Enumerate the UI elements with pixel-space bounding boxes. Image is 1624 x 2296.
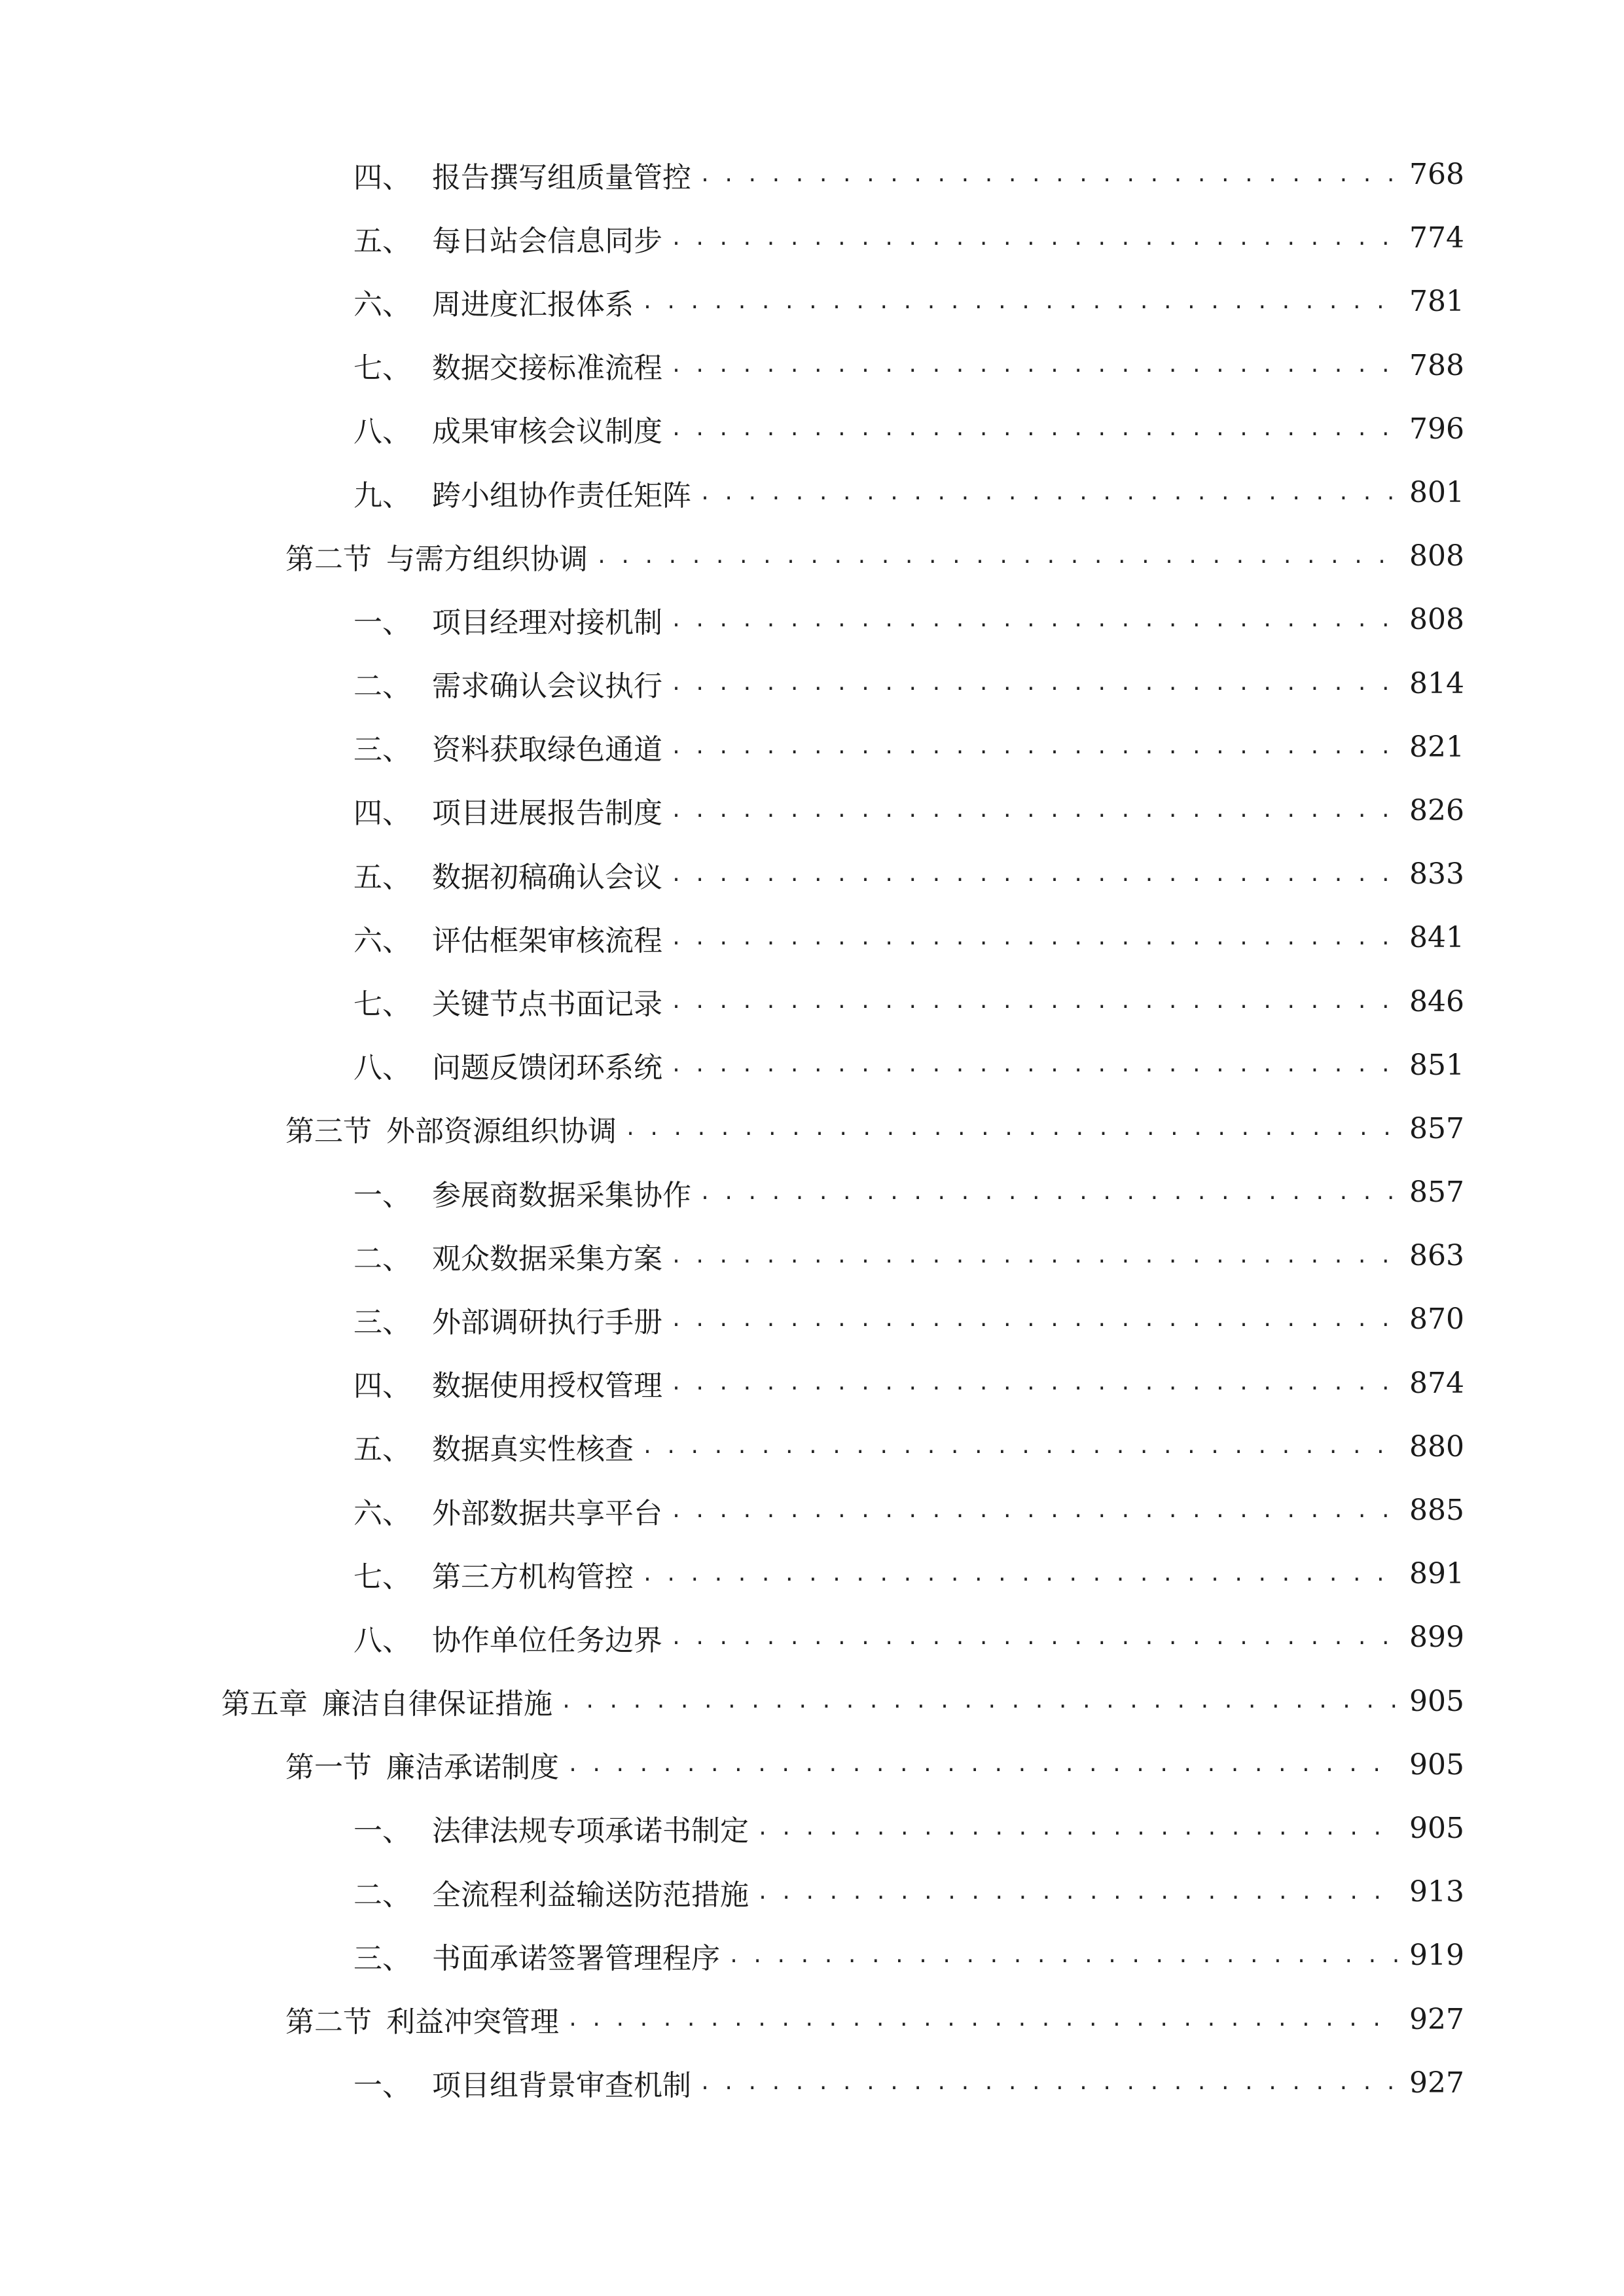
toc-entry[interactable] [0, 1097, 1624, 1160]
toc-entry-number: 七、 [353, 1560, 411, 1594]
toc-entry-page: 814 [1409, 666, 1464, 700]
toc-entry-number: 七、 [353, 988, 411, 1022]
toc-entry-number: 一、 [353, 605, 411, 639]
toc-entry-title: 问题反馈闭环系统 [432, 1051, 662, 1085]
toc-entry-page: 768 [1409, 158, 1464, 192]
toc-entry-title: 周进度汇报体系 [432, 287, 634, 321]
toc-entry[interactable] [0, 524, 1624, 588]
toc-entry-title: 数据交接标准流程 [432, 351, 662, 386]
dot-leader [670, 1050, 1399, 1079]
dot-leader [670, 796, 1399, 825]
toc-entry[interactable] [0, 334, 1624, 397]
toc-entry[interactable] [0, 397, 1624, 461]
dot-leader [670, 224, 1399, 253]
toc-entry-number: 三、 [353, 733, 411, 767]
toc-entry-page: 857 [1409, 1175, 1464, 1210]
dot-leader [670, 1305, 1399, 1334]
toc-entry-number: 一、 [353, 1178, 411, 1212]
dot-leader [670, 1369, 1399, 1397]
toc-entry-page: 874 [1409, 1366, 1464, 1400]
toc-entry-number: 五、 [353, 1433, 411, 1467]
toc-entry-page: 833 [1409, 857, 1464, 891]
toc-entry-page: 899 [1409, 1621, 1464, 1655]
toc-entry-page: 846 [1409, 984, 1464, 1018]
dot-leader [670, 669, 1399, 698]
dot-leader [670, 605, 1399, 634]
toc-entry-page: 905 [1409, 1684, 1464, 1718]
toc-entry[interactable] [0, 1415, 1624, 1479]
toc-entry-page: 913 [1409, 1875, 1464, 1909]
toc-entry[interactable] [0, 652, 1624, 715]
toc-entry[interactable] [0, 906, 1624, 969]
dot-leader [641, 1560, 1399, 1588]
toc-entry-page: 781 [1409, 285, 1464, 319]
toc-entry-number: 六、 [353, 287, 411, 321]
toc-entry[interactable] [0, 588, 1624, 651]
toc-entry-number: 三、 [353, 1941, 411, 1975]
toc-entry-title: 廉洁承诺制度 [386, 1751, 559, 1785]
toc-entry-title: 资料获取绿色通道 [432, 733, 662, 767]
toc-entry[interactable] [0, 2051, 1624, 2115]
toc-entry-title: 第三方机构管控 [432, 1560, 634, 1594]
toc-entry-page: 821 [1409, 730, 1464, 764]
toc-entry[interactable] [0, 842, 1624, 906]
toc-entry-page: 841 [1409, 921, 1464, 955]
toc-entry[interactable] [0, 270, 1624, 333]
toc-entry[interactable] [0, 969, 1624, 1033]
toc-entry[interactable] [0, 1352, 1624, 1415]
toc-entry-title: 数据初稿确认会议 [432, 860, 662, 894]
toc-entry-number: 一、 [353, 1814, 411, 1848]
toc-entry-page: 774 [1409, 221, 1464, 255]
toc-entry-title: 外部数据共享平台 [432, 1496, 662, 1530]
dot-leader [596, 542, 1399, 571]
toc-entry-title: 项目进展报告制度 [432, 797, 662, 831]
toc-entry-page: 919 [1409, 1939, 1464, 1973]
toc-entry-title: 数据真实性核查 [432, 1433, 634, 1467]
toc-entry[interactable] [0, 143, 1624, 206]
toc-entry-number: 第一节 [285, 1751, 372, 1785]
toc-entry-page: 851 [1409, 1048, 1464, 1082]
dot-leader [699, 2068, 1399, 2097]
toc-entry-number: 九、 [353, 478, 411, 512]
dot-leader [670, 351, 1399, 380]
toc-entry[interactable] [0, 1860, 1624, 1924]
toc-entry-title: 与需方组织协调 [386, 542, 588, 576]
toc-entry-page: 863 [1409, 1239, 1464, 1273]
toc-entry[interactable] [0, 715, 1624, 779]
toc-entry-title: 廉洁自律保证措施 [322, 1687, 552, 1721]
toc-entry[interactable] [0, 1924, 1624, 1987]
toc-entry-title: 协作单位任务边界 [432, 1623, 662, 1657]
toc-entry-page: 927 [1409, 2066, 1464, 2100]
toc-entry-number: 八、 [353, 1051, 411, 1085]
toc-entry-number: 三、 [353, 1305, 411, 1339]
toc-entry[interactable] [0, 779, 1624, 842]
dot-leader [624, 1114, 1399, 1143]
toc-entry[interactable] [0, 1033, 1624, 1097]
dot-leader [670, 1242, 1399, 1270]
toc-entry-title: 每日站会信息同步 [432, 224, 662, 258]
toc-entry-title: 利益冲突管理 [386, 2005, 559, 2039]
toc-entry-number: 七、 [353, 351, 411, 386]
toc-entry-number: 第五章 [221, 1687, 308, 1721]
toc-entry-title: 书面承诺签署管理程序 [432, 1941, 720, 1975]
toc-entry-title: 报告撰写组质量管控 [432, 160, 691, 194]
toc-entry-number: 四、 [353, 797, 411, 831]
toc-entry-number: 六、 [353, 924, 411, 958]
toc-entry-page: 885 [1409, 1494, 1464, 1528]
dot-leader [670, 1623, 1399, 1652]
dot-leader [670, 924, 1399, 952]
toc-entry-page: 788 [1409, 348, 1464, 382]
toc-entry-page: 808 [1409, 603, 1464, 637]
toc-entry-number: 八、 [353, 1623, 411, 1657]
toc-entry[interactable] [0, 1287, 1624, 1351]
toc-entry-page: 905 [1409, 1748, 1464, 1782]
toc-entry[interactable] [0, 461, 1624, 524]
toc-entry-page: 796 [1409, 412, 1464, 446]
toc-entry-number: 一、 [353, 2069, 411, 2103]
dot-leader [670, 1496, 1399, 1525]
dot-leader [670, 987, 1399, 1016]
toc-entry-title: 关键节点书面记录 [432, 988, 662, 1022]
toc-entry-number: 第二节 [285, 2005, 372, 2039]
toc-entry[interactable] [0, 1224, 1624, 1287]
dot-leader [699, 1178, 1399, 1207]
toc-entry-number: 五、 [353, 224, 411, 258]
dot-leader [699, 160, 1399, 189]
toc-entry-page: 826 [1409, 793, 1464, 827]
toc-entry-number: 八、 [353, 415, 411, 449]
toc-entry-title: 跨小组协作责任矩阵 [432, 478, 691, 512]
dot-leader [757, 1814, 1399, 1842]
toc-entry[interactable] [0, 1797, 1624, 1860]
toc-entry-title: 法律法规专项承诺书制定 [432, 1814, 749, 1848]
toc-entry[interactable] [0, 1987, 1624, 2051]
table-of-contents [0, 143, 1624, 2115]
dot-leader [670, 732, 1399, 761]
toc-entry-page: 905 [1409, 1811, 1464, 1845]
dot-leader [728, 1941, 1399, 1970]
toc-entry-title: 外部资源组织协调 [386, 1115, 617, 1149]
toc-entry[interactable] [0, 1670, 1624, 1733]
toc-entry-title: 参展商数据采集协作 [432, 1178, 691, 1212]
toc-entry[interactable] [0, 1160, 1624, 1224]
toc-entry-number: 第三节 [285, 1115, 372, 1149]
toc-entry-title: 成果审核会议制度 [432, 415, 662, 449]
dot-leader [641, 1432, 1399, 1461]
toc-entry[interactable] [0, 206, 1624, 270]
toc-entry-number: 二、 [353, 1242, 411, 1276]
dot-leader [560, 1687, 1399, 1715]
toc-entry-page: 891 [1409, 1557, 1464, 1591]
toc-entry[interactable] [0, 1733, 1624, 1797]
toc-entry-title: 观众数据采集方案 [432, 1242, 662, 1276]
toc-entry-number: 五、 [353, 860, 411, 894]
toc-entry[interactable] [0, 1605, 1624, 1669]
dot-leader [567, 1750, 1399, 1779]
toc-entry-page: 808 [1409, 539, 1464, 573]
dot-leader [641, 287, 1399, 316]
toc-entry-page: 880 [1409, 1429, 1464, 1463]
toc-entry[interactable] [0, 1479, 1624, 1542]
toc-entry[interactable] [0, 1542, 1624, 1605]
toc-entry-number: 二、 [353, 670, 411, 704]
dot-leader [699, 478, 1399, 507]
toc-entry-number: 第二节 [285, 542, 372, 576]
toc-entry-title: 数据使用授权管理 [432, 1369, 662, 1403]
dot-leader [670, 860, 1399, 889]
toc-entry-page: 801 [1409, 476, 1464, 510]
toc-entry-title: 项目经理对接机制 [432, 605, 662, 639]
toc-entry-title: 评估框架审核流程 [432, 924, 662, 958]
dot-leader [757, 1878, 1399, 1907]
toc-entry-title: 需求确认会议执行 [432, 670, 662, 704]
toc-entry-title: 全流程利益输送防范措施 [432, 1878, 749, 1912]
toc-entry-title: 外部调研执行手册 [432, 1305, 662, 1339]
dot-leader [567, 2005, 1399, 2034]
toc-entry-title: 项目组背景审查机制 [432, 2069, 691, 2103]
dot-leader [670, 414, 1399, 443]
toc-entry-number: 四、 [353, 1369, 411, 1403]
toc-entry-number: 四、 [353, 160, 411, 194]
toc-entry-number: 六、 [353, 1496, 411, 1530]
toc-entry-page: 927 [1409, 2002, 1464, 2036]
toc-entry-number: 二、 [353, 1878, 411, 1912]
toc-entry-page: 870 [1409, 1302, 1464, 1336]
toc-entry-page: 857 [1409, 1111, 1464, 1145]
